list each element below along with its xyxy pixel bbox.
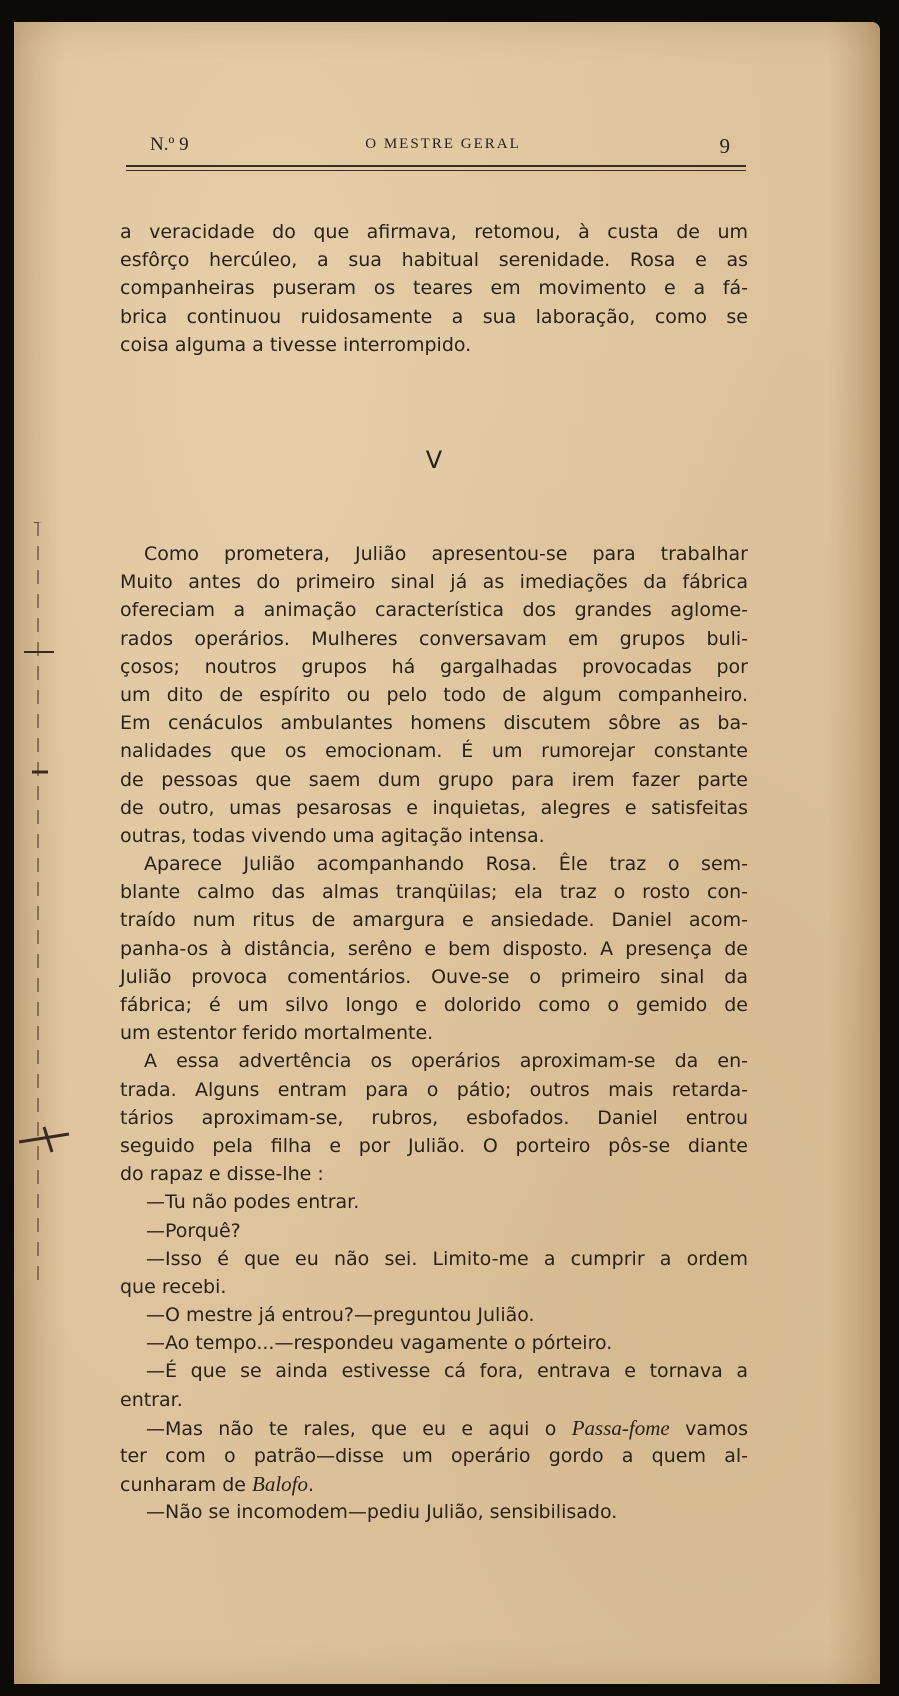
text-line: esfôrço hercúleo, a sua habitual serenidade. Rosa e as xyxy=(120,249,748,272)
dialogue-line: —Isso é que eu não sei. Limito-me a cumprir a ordem xyxy=(146,1247,748,1270)
paragraph-line: Como prometera, Julião apresentou-se para trabalhar xyxy=(144,543,748,565)
header-rule-thin xyxy=(126,170,746,171)
text-line: companheiras puseram os teares em movimento e a fá- xyxy=(120,277,748,300)
paragraph-line: nalidades que os emocionam. É um rumorejar constante xyxy=(120,740,748,763)
paragraph-line: Muito antes do primeiro sinal já as imediações da fábrica xyxy=(120,571,748,594)
paragraph-line: trada. Alguns entram para o pátio; outros mais retarda- xyxy=(120,1078,748,1101)
paragraph-line: ofereciam a animação característica dos grandes aglome- xyxy=(120,599,748,622)
paragraph-line: blante calmo das almas tranqüilas; ela traz o rosto con- xyxy=(120,881,748,904)
chapter-heading: V xyxy=(425,446,443,474)
dialogue-line xyxy=(120,1442,748,1470)
dialogue-line: —O mestre já entrou?—preguntou Julião. xyxy=(146,1304,535,1327)
paragraph-line: tários aproximam-se, rubros, esbofados. Daniel entrou xyxy=(120,1106,748,1129)
dialogue-line: —Não se incomodem—pediu Julião, sensibilisado. xyxy=(146,1501,618,1524)
intro-paragraph xyxy=(120,218,748,359)
paragraph-line: traído num ritus de amargura e ansiedade. Daniel acom- xyxy=(120,909,748,932)
page-header xyxy=(140,130,746,160)
dialogue-line: —É que se ainda estivesse cá fora, entrava e tornava a xyxy=(146,1360,748,1383)
dialogue-text: vamos xyxy=(669,1417,748,1440)
paragraph-line: do rapaz e disse-lhe : xyxy=(120,1163,324,1186)
paragraph-line: outras, todas vivendo uma agitação intensa. xyxy=(120,824,545,847)
paragraph-line: A essa advertência os operários aproximam-se da en- xyxy=(144,1050,748,1073)
text-line: brica continuou ruidosamente a sua laboração, como se xyxy=(120,305,748,328)
paragraph-line: fábrica; é um silvo longo e dolorido como o gemido de xyxy=(120,994,748,1016)
binding-thread-marks xyxy=(14,522,84,1282)
paragraph-line: Aparece Julião acompanhando Rosa. Êle traz o sem- xyxy=(144,853,748,876)
dialogue-text: cunharam de xyxy=(120,1474,253,1497)
paragraph-line: seguido pela filha e por Julião. O porteiro pôs-se diante xyxy=(120,1134,748,1157)
paragraph-line: Julião provoca comentários. Ouve-se o primeiro sinal da xyxy=(120,965,748,988)
header-rule-thick xyxy=(126,165,746,167)
dialogue-line xyxy=(120,1414,748,1442)
page-number: 9 xyxy=(719,134,730,158)
issue-number: N.º 9 xyxy=(150,134,189,155)
dialogue-line: —Ao tempo...—respondeu vagamente o pórteiro. xyxy=(146,1332,613,1355)
dialogue-line: entrar. xyxy=(120,1388,183,1411)
dialogue-line: —Tu não podes entrar. xyxy=(146,1191,360,1214)
running-title: O MESTRE GERAL xyxy=(365,136,521,152)
dialogue-text: . xyxy=(308,1474,315,1497)
paragraph-line: um dito de espírito ou pelo todo de algum companheiro. xyxy=(120,683,748,706)
dialogue-line: que recebi. xyxy=(120,1275,227,1298)
paragraph-line: panha-os à distância, serêno e bem disposto. A presença de xyxy=(120,937,748,960)
paragraph-line: çosos; noutros grupos há gargalhadas provocadas por xyxy=(120,655,748,678)
text-line: coisa alguma a tivesse interrompido. xyxy=(120,333,472,356)
dialogue-line: —Porquê? xyxy=(146,1219,241,1242)
dialogue-text: ter com o patrão—disse um operário gordo a quem al- xyxy=(120,1445,748,1467)
text-line: a veracidade do que afirmava, retomou, à custa de um xyxy=(120,221,748,243)
chapter-body xyxy=(120,540,748,1527)
italic-name: Passa-fome xyxy=(571,1415,670,1440)
dialogue-text: —Mas não te rales, que eu e aqui o xyxy=(146,1417,572,1440)
paragraph-line: de outro, umas pesarosas e inquietas, alegres e satisfeitas xyxy=(120,796,748,819)
paragraph-line: Em cenáculos ambulantes homens discutem sôbre as ba- xyxy=(120,712,748,735)
paragraph-line: um estentor ferido mortalmente. xyxy=(120,1022,434,1045)
italic-name: Balofo xyxy=(252,1472,309,1497)
paragraph-line: rados operários. Mulheres conversavam em grupos buli- xyxy=(120,627,748,650)
dialogue-line xyxy=(120,1470,748,1498)
paragraph-line: de pessoas que saem dum grupo para irem fazer parte xyxy=(120,768,748,791)
